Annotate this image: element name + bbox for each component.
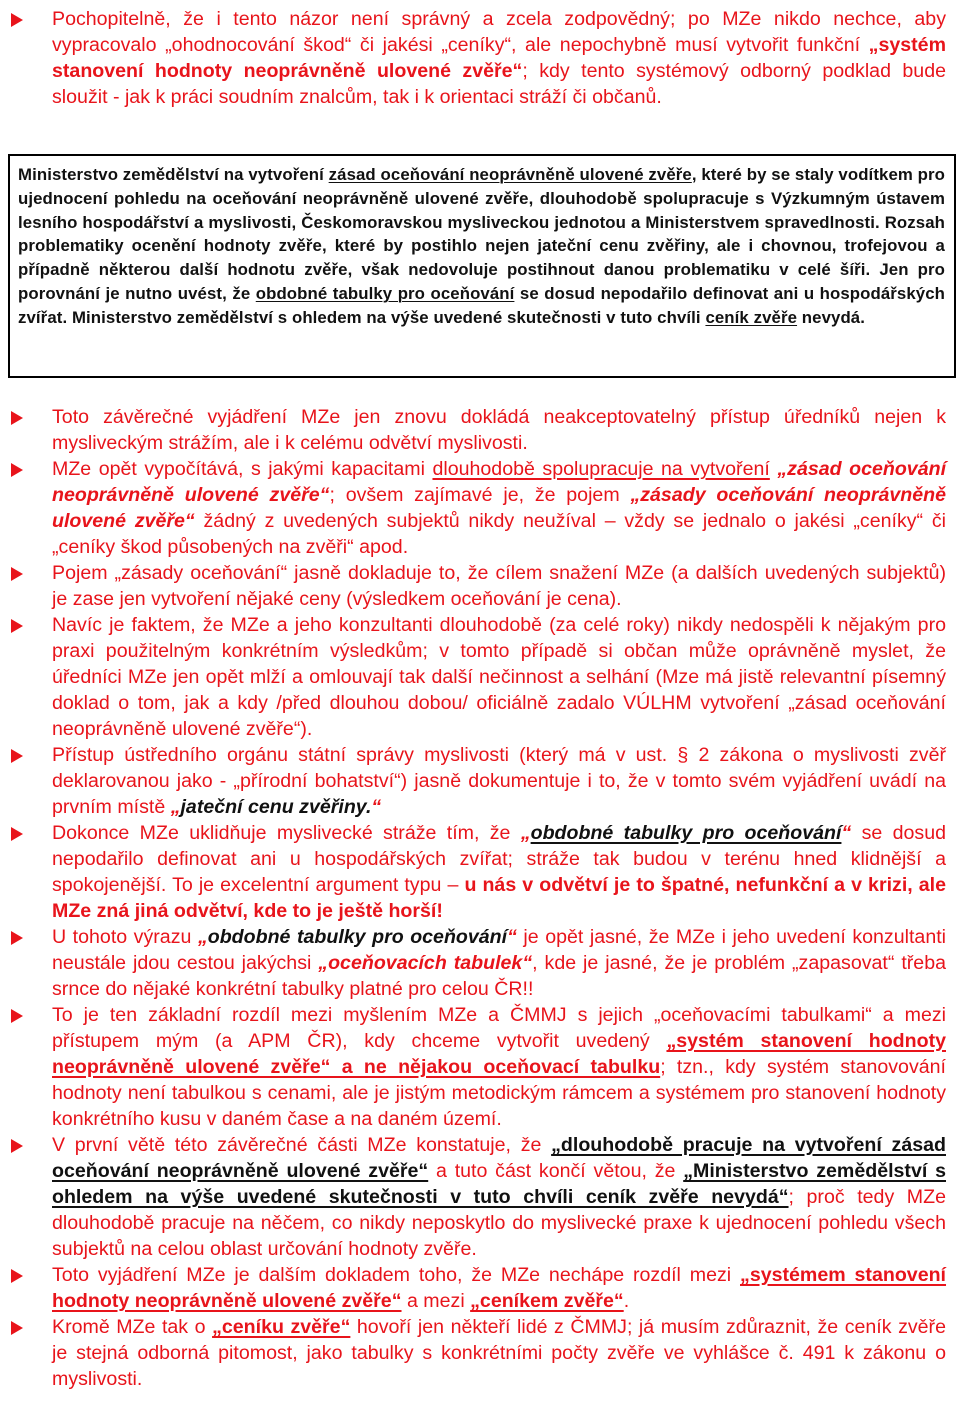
bullet-paragraph [0, 742, 960, 820]
emphasis-run: obdobné tabulky pro oceňování [207, 926, 508, 948]
emphasis-run: “ [507, 926, 517, 948]
bullet-paragraph [0, 924, 960, 1002]
bullet-paragraph [0, 1262, 960, 1314]
underlined-run: dlouhodobě spolupracuje na vytvoření [432, 458, 770, 480]
bullet-paragraph [0, 560, 960, 612]
text-run: se dosud nepodařilo definovat ani u hospodářských zvířat; stráže tak budou v terénu hned klidnější a spokojenější. To je excelentní argument typu – [52, 822, 947, 896]
text-run: a mezi [401, 1290, 471, 1312]
text-run: Navíc je faktem, že MZe a jeho konzultanti dlouhodobě (za celé roky) nikdy nedospěli k nějakým pro praxi použitelným konkrétním výsledkům; v tomto případě si občan může oprávněně myslet, že úředníci MZe jen opět mlží a omlouvají tak další nečinnost a selhání (Mze má jistě relevantní písemný doklad o tom, jak a kdy /před dlouhou dobou/ oficiálně zadalo VÚLHM vytvoření „zásad oceňování neoprávněně ulovené zvěře“). [52, 614, 946, 740]
underlined-run: ceník zvěře [705, 307, 798, 327]
emphasis-run: „zásady oceňování neoprávněně ulovené zvěře“ [52, 484, 946, 532]
text-run: To je ten základní rozdíl mezi myšlením MZe a ČMMJ s jejich „oceňovacími tabulkami“ a mezi přístupem mým (a APM ČR), kdy chceme vytvořit uvedený [52, 1004, 946, 1052]
underlined-run: zásad oceňování neoprávněně ulovené zvěře [328, 165, 692, 184]
text-run: ; proč tedy MZe dlouhodobě pracuje na něčem, co nikdy neposkytlo do myslivecké praxe k ujednocení pohledu všech subjektů na celou oblast určování hodnoty zvěře. [52, 1186, 946, 1260]
text-run: V první větě této závěrečné části MZe konstatuje, že [52, 1134, 552, 1156]
text-run: , které by se staly vodítkem pro ujednocení pohledu na oceňování neoprávněně ulovené zvěře, dlouhodobě spolupracuje s Výzkumným ústavem lesního hospodářství a myslivosti, Českomoravskou mysliveckou jednotou a Ministerstvem spravedlnosti. Rozsah problematiky ocenění hodnoty zvěře, které by postihlo nejen jateční cenu zvěřiny, ale i chovnou, trofejovou a případně některou další hodnotu zvěře, však nedovoluje postihnout danou problematiku v celé šíři. Jen pro porovnání je nutno uvést, že [18, 165, 945, 303]
emphasis-run: „ceníkem zvěře“ [470, 1290, 624, 1312]
text-run: ; ovšem zajímavé je, že pojem [329, 484, 631, 506]
bullet-triangle-icon [11, 13, 23, 27]
bullet-triangle-icon [11, 931, 23, 945]
emphasis-run: „ [197, 926, 208, 948]
bullet-triangle-icon [11, 1321, 23, 1335]
emphasis-run: u nás v odvětví je to špatné, nefunkční a v krizi, ale MZe zná jiná odvětví, kde to je ještě horší! [52, 874, 947, 922]
text-run: U tohoto výrazu [52, 926, 198, 948]
emphasis-run: „ [520, 822, 531, 844]
bullet-paragraph-top [0, 6, 960, 110]
text-run: Pochopitelně, že i tento názor není správný a zcela zodpovědný; po MZe nikdo nechce, aby vypracovalo „ohodnocování škod“ či jakési „ceníky“, ale nepochybně musí vytvořit funkční [52, 8, 946, 56]
bullet-paragraph [0, 820, 960, 924]
text-run: . [623, 1290, 630, 1312]
bullet-triangle-icon [11, 1139, 23, 1153]
bullet-triangle-icon [11, 463, 23, 477]
text-run: Přístup ústředního orgánu státní správy myslivosti (který má v ust. § 2 zákona o myslivosti zvěř deklarovanou jako - „přírodní bohatství“) jasně dokumentuje i to, že v tomto svém vyjádření uvádí na prvním místě [52, 744, 946, 818]
emphasis-run: „Ministerstvo zemědělství s ohledem na výše uvedené skutečnosti v tuto chvíli ceník zvěře nevydá“ [52, 1160, 946, 1208]
text-run: žádný z uvedených subjektů nikdy neužíval – vždy se jednalo o jakési „ceníky“ či „ceníky škod působených na zvěři“ apod. [52, 510, 946, 558]
emphasis-run: “ [371, 796, 382, 818]
text-run: je opět jasné, že MZe i jeho uvedení konzultanti neustále jdou cestou jakýchsi [52, 926, 947, 974]
text-run: ; kdy tento systémový odborný podklad bude sloužit - jak k práci soudním znalcům, tak i k orientaci stráží či občanů. [52, 60, 946, 108]
text-run: Dokonce MZe uklidňuje myslivecké stráže tím, že [52, 822, 521, 844]
text-run: nevydá. [797, 307, 866, 327]
bullet-paragraph [0, 456, 960, 560]
emphasis-run: „oceňovacích tabulek“ [318, 952, 533, 974]
bullet-paragraph [0, 612, 960, 742]
emphasis-run: „zásad oceňování neoprávněně ulovené zvěře“ [52, 458, 947, 506]
text-run: Toto vyjádření MZe je dalším dokladem toho, že MZe nechápe rozdíl mezi [52, 1264, 741, 1286]
text-run: Toto závěrečné vyjádření MZe jen znovu dokládá neakceptovatelný přístup úředníků nejen k mysliveckým strážím, ale i k celému odvětví myslivosti. [52, 406, 946, 454]
bullet-paragraph [0, 1314, 960, 1392]
emphasis-run: „systém stanovení hodnoty neoprávněně ulovené zvěře“ a ne nějakou oceňovací tabulku [52, 1030, 946, 1078]
text-run: ; tzn., kdy systém stanovování hodnoty není tabulkou s cenami, ale je jistým metodickým rámcem a systémem pro stanovení hodnoty konkrétního kusu v daném čase a na daném území. [52, 1056, 946, 1130]
emphasis-run: „ceníku zvěře“ [212, 1316, 351, 1338]
emphasis-run: jateční cenu zvěřiny. [180, 796, 372, 818]
emphasis-run: „systémem stanovení hodnoty neoprávněně ulovené zvěře“ [52, 1264, 947, 1312]
emphasis-run: „dlouhodobě pracuje na vytvoření zásad oceňování neoprávněně ulovené zvěře“ [52, 1134, 946, 1182]
text-run: Kromě MZe tak o [52, 1316, 213, 1338]
bullet-list [0, 404, 960, 1392]
text-run: hovoří jen někteří lidé z ČMMJ; já musím zdůraznit, že ceník zvěře je stejná odborná pitomost, jako tabulky s konkrétními počty zvěře ve vyhlášce č. 491 k zákonu o myslivosti. [52, 1316, 946, 1390]
underlined-run: obdobné tabulky pro oceňování [255, 283, 515, 303]
bullet-paragraph [0, 404, 960, 456]
emphasis-run: „ [170, 796, 181, 818]
text-run: , kde je jasné, že je problém „zapasovat“ třeba srnce do nějaké konkrétní tabulky platné pro celou ČR!! [52, 952, 946, 1000]
quoted-ministry-statement [8, 154, 956, 378]
bullet-triangle-icon [11, 749, 23, 763]
bullet-triangle-icon [11, 1269, 23, 1283]
bullet-paragraph [0, 1002, 960, 1132]
text-run: MZe opět vypočítává, s jakými kapacitami [52, 458, 433, 480]
emphasis-run: “ [841, 822, 852, 844]
text-run: Pojem „zásady oceňování“ jasně dokladuje to, že cílem snažení MZe (a dalších uvedených subjektů) je zase jen vytvoření nějaké ceny (výsledkem oceňování je cena). [52, 562, 946, 610]
bullet-triangle-icon [11, 619, 23, 633]
text-run: se dosud nepodařilo definovat ani u hospodářských zvířat. Ministerstvo zemědělství s ohledem na výše uvedené skutečnosti v tuto chvíli [18, 283, 945, 327]
text-run: Ministerstvo zemědělství na vytvoření [18, 165, 329, 184]
emphasis-run: obdobné tabulky pro oceňování [530, 822, 842, 844]
emphasis-run: „systém stanovení hodnoty neoprávněně ulovené zvěře“ [52, 34, 946, 82]
bullet-triangle-icon [11, 1009, 23, 1023]
bullet-triangle-icon [11, 411, 23, 425]
bullet-triangle-icon [11, 827, 23, 841]
text-run: a tuto část končí větou, že [428, 1160, 684, 1182]
bullet-triangle-icon [11, 567, 23, 581]
bullet-paragraph [0, 1132, 960, 1262]
